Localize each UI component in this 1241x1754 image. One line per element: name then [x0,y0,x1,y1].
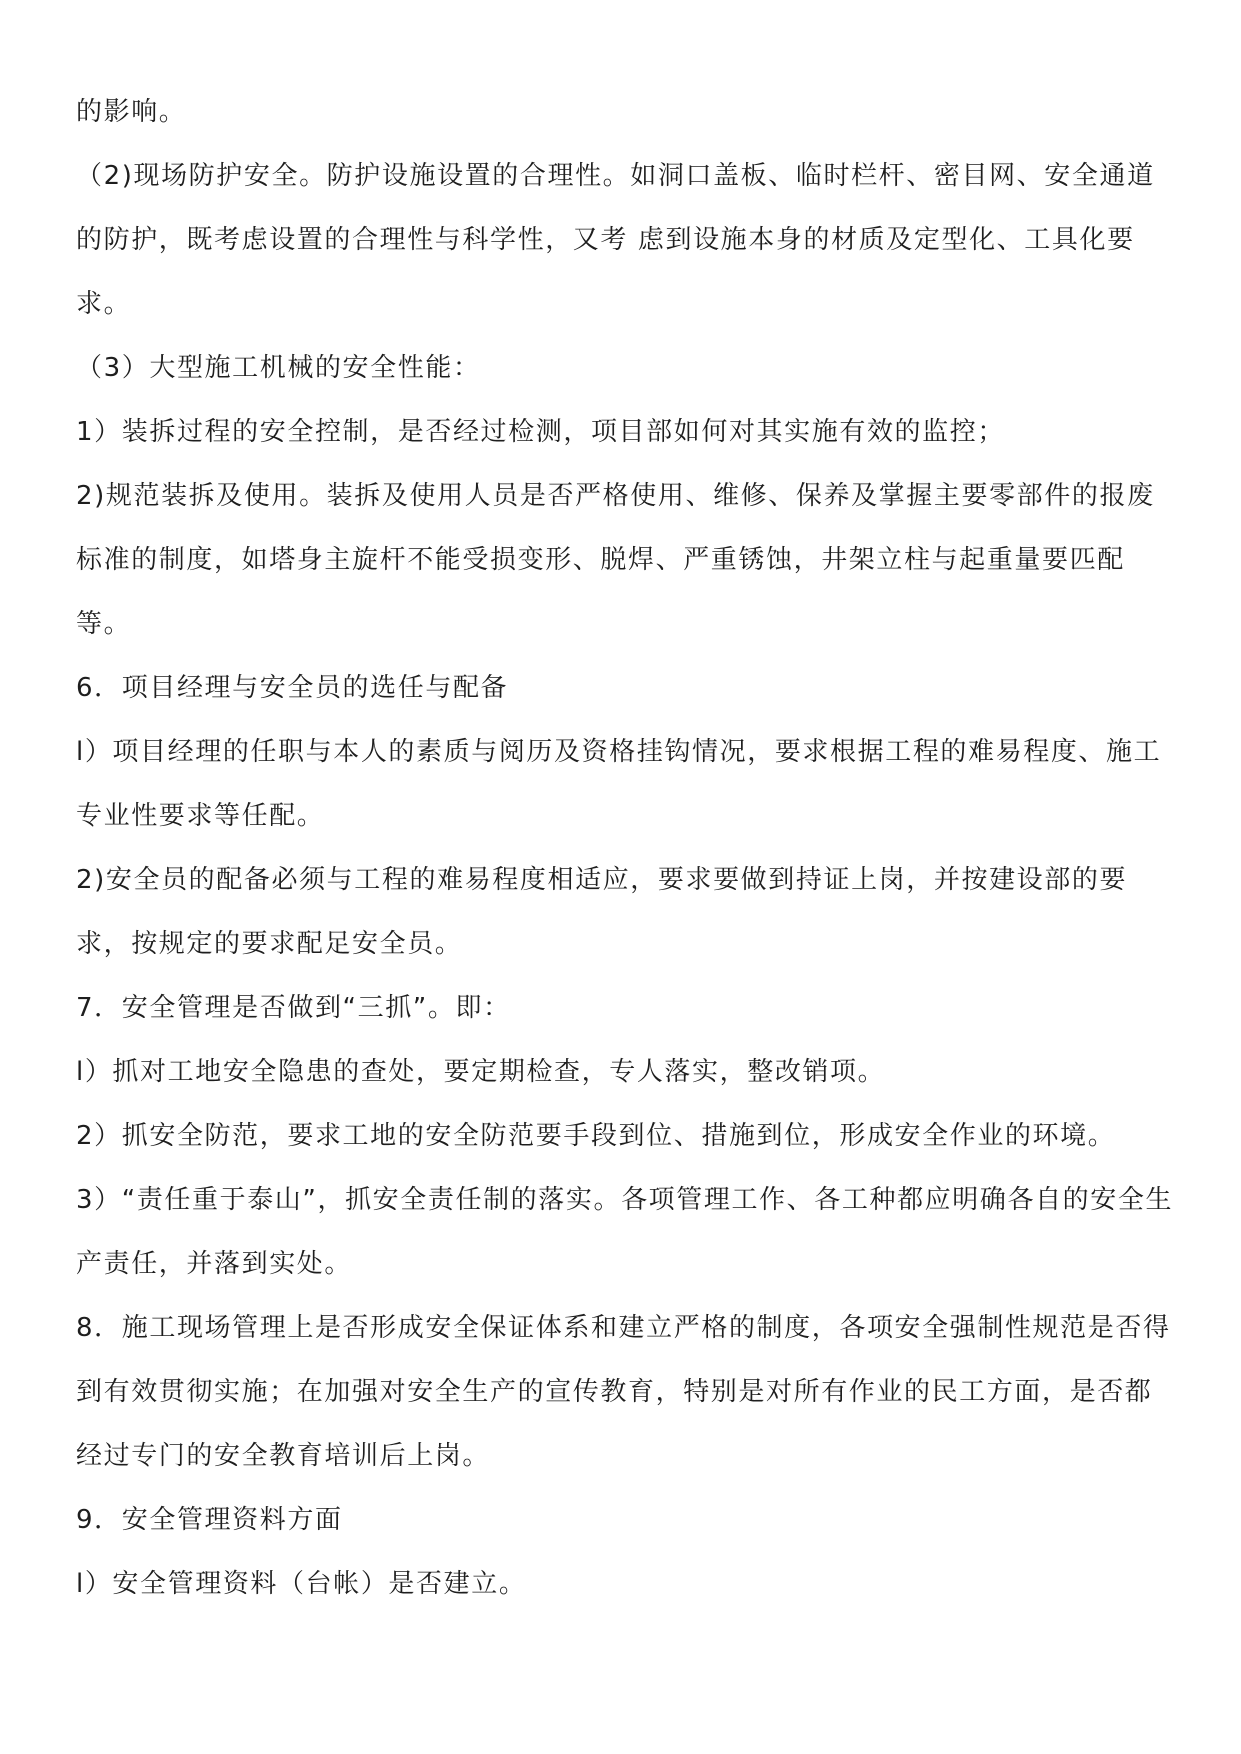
section-heading-6: 6．项目经理与安全员的选任与配备 [76,673,509,703]
section-heading-9: 9．安全管理资料方面 [76,1505,343,1535]
paragraph-section-7-item-1: l）抓对工地安全隐患的查处，要定期检查，专人落实，整改销项。 [76,1057,886,1087]
paragraph-continuation: 的影响。 [76,97,187,127]
paragraph-machinery-heading: （3）大型施工机械的安全性能： [76,353,481,383]
paragraph-section-7-item-3: 3）“责任重于泰山”，抓安全责任制的落实。各项管理工作、各工种都应明确各自的安全生产责任，并落到实处。 [76,1185,1174,1279]
paragraph-section-6-item-2: 2)安全员的配备必须与工程的难易程度相适应，要求要做到持证上岗，并按建设部的要求，按规定的要求配足安全员。 [76,865,1128,959]
section-heading-7: 7．安全管理是否做到“三抓”。即： [76,993,511,1023]
paragraph-section-9-item-1: l）安全管理资料（台帐）是否建立。 [76,1569,527,1599]
document-body [76,80,1176,1616]
paragraph-section-7-item-2: 2）抓安全防范，要求工地的安全防范要手段到位、措施到位，形成安全作业的环境。 [76,1121,1116,1151]
paragraph-machinery-item-2: 2)规范装拆及使用。装拆及使用人员是否严格使用、维修、保养及掌握主要零部件的报废标准的制度，如塔身主旋杆不能受损变形、脱焊、严重锈蚀，井架立柱与起重量要匹配等。 [76,481,1155,639]
paragraph-section-6-item-1: l）项目经理的任职与本人的素质与阅历及资格挂钩情况，要求根据工程的难易程度、施工专业性要求等任配。 [76,737,1162,831]
section-8-text: 8．施工现场管理上是否形成安全保证体系和建立严格的制度，各项安全强制性规范是否得到有效贯彻实施；在加强对安全生产的宣传教育，特别是对所有作业的民工方面，是否都经过专门的安全教育培训后上岗。 [76,1313,1171,1471]
paragraph-site-protection: （2)现场防护安全。防护设施设置的合理性。如洞口盖板、临时栏杆、密目网、安全通道的防护，既考虑设置的合理性与科学性，又考 虑到设施本身的材质及定型化、工具化要求。 [76,161,1155,319]
paragraph-machinery-item-1: 1）装拆过程的安全控制，是否经过检测，项目部如何对其实施有效的监控； [76,417,1005,447]
